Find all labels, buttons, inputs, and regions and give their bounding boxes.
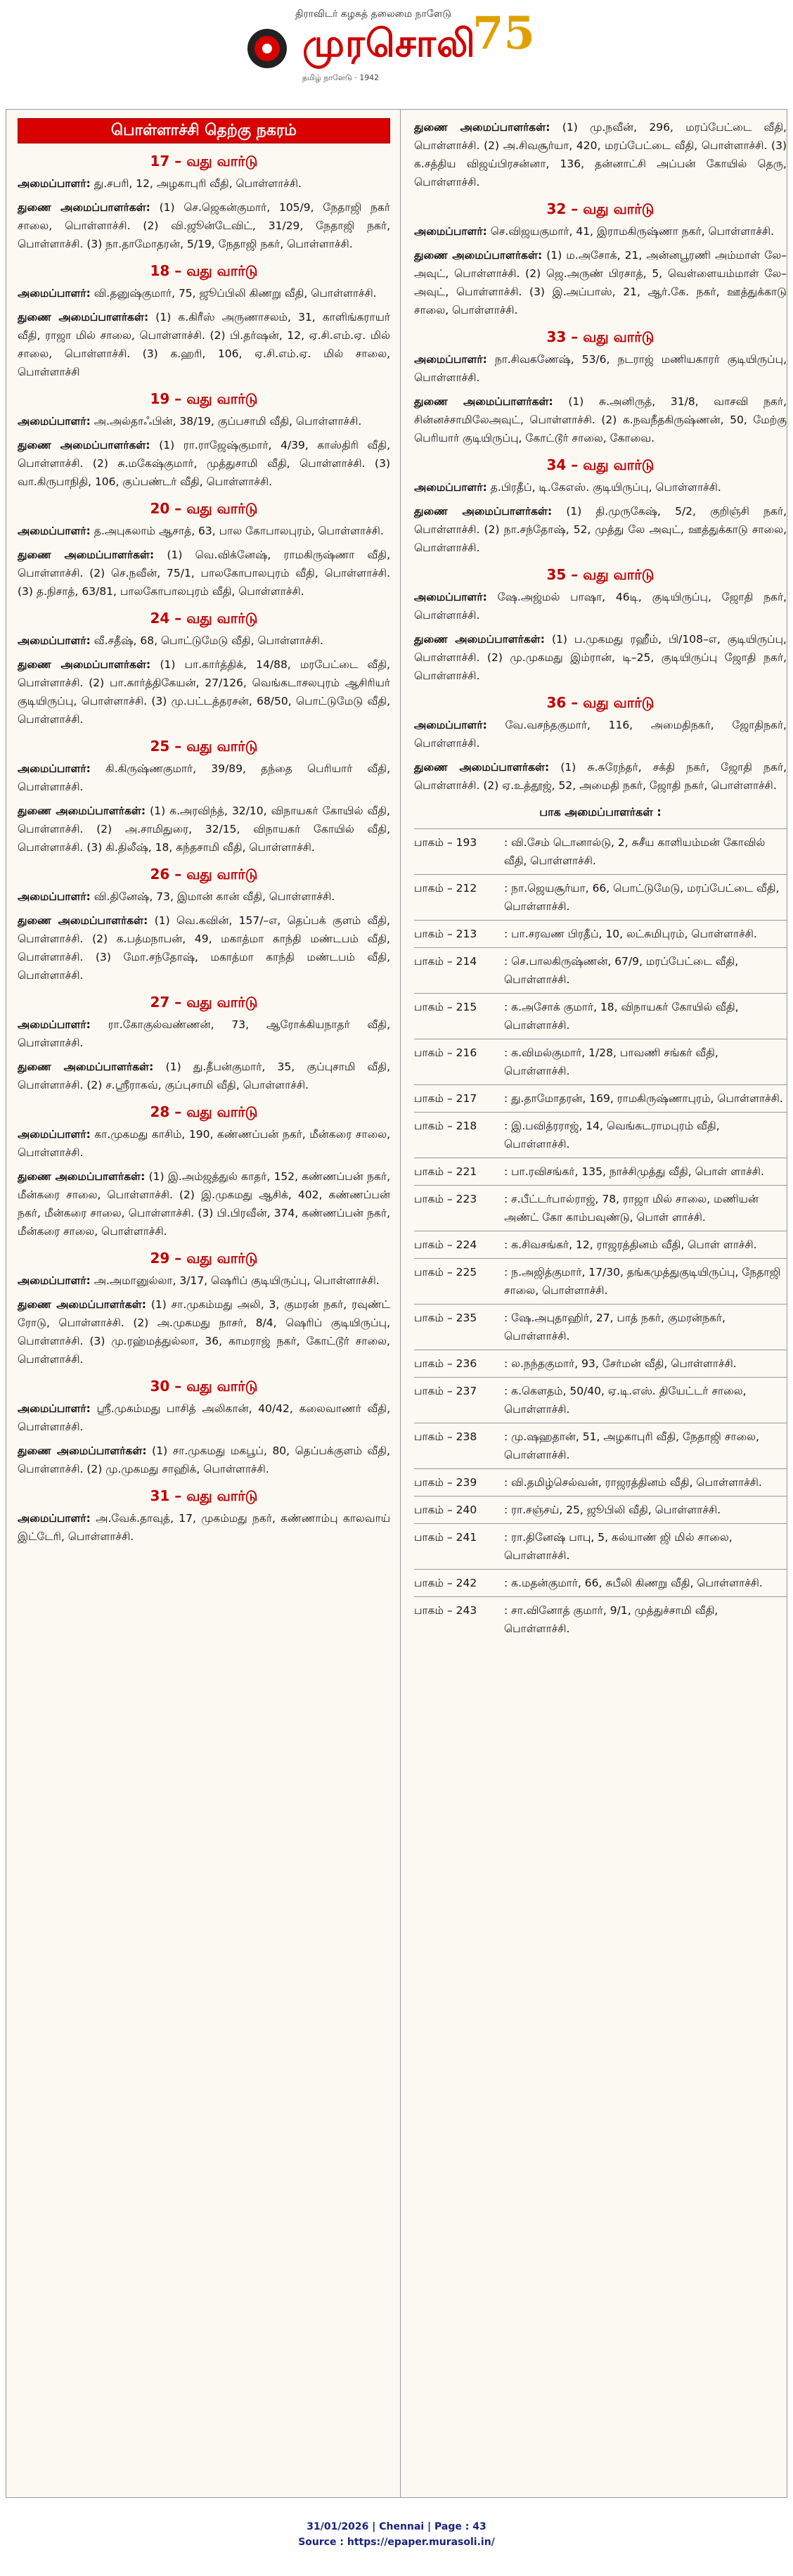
part-organizer: : செ.பாலகிருஷ்ணன், 67/9, மரப்பேட்டை வீதி, பொள்ளாச்சி. [504,955,739,986]
role-label: அமைப்பாளர்: [18,1128,91,1141]
member-details: ஷே.அஜ்மல் பாஷா, 46டி, குடியிருப்பு, ஜோதி நகர், பொள்ளாச்சி. [414,591,787,622]
ward-heading: 31 – வது வார்டு [150,1487,258,1504]
office-bearer-entry [414,350,787,387]
role-label: அமைப்பாளர்: [414,591,487,603]
office-bearer-entry [18,632,390,650]
part-row [414,1258,787,1304]
office-bearer-entry [414,630,787,685]
office-bearer-entry [18,1167,390,1241]
member-details: த.பிரதீப், டி.கேஎஸ். குடியிருப்பு, பொள்ளாச்சி. [486,481,721,494]
role-label: துணை அமைப்பாளர்கள்: [18,201,150,214]
ward-heading: 27 – வது வார்டு [150,994,258,1011]
role-label: அமைப்பாளர்: [414,353,487,366]
role-label: அமைப்பாளர்: [18,634,91,647]
part-number: பாகம் – 212 [414,882,477,895]
masthead [0,0,793,105]
member-details: அ.அல்தாஃபின், 38/19, குப்பசாமி வீதி, பொள்ளாச்சி. [90,415,362,428]
member-details: செ.விஜயகுமார், 41, இராமகிருஷ்ணா நகர், பொள்ளாச்சி. [486,225,775,238]
member-details: கா.முகமது காசிம், 190, கண்ணப்பன் நகர், மீன்கரை சாலை, பொள்ளாச்சி. [18,1128,390,1159]
office-bearer-entry [18,436,390,491]
role-label: அமைப்பாளர்: [18,287,91,300]
left-column [18,118,390,1551]
office-bearer-entry [18,284,390,302]
member-details: ரா.கோகுல்வண்ணன், 73, ஆரோக்கியநாதர் வீதி, பொள்ளாச்சி. [18,1018,390,1049]
office-bearer-entry [18,522,390,540]
part-row [414,1185,787,1231]
office-bearer-entry [414,502,787,557]
part-organizer: : ச.பீட்டர்பால்ராஜ், 78, ராஜா மில் சாலை, மணியன் அண்ட் கோ காம்பவுண்டு, பொள் ளாச்சி. [504,1193,759,1224]
office-bearer-entry [18,546,390,601]
masthead-anniversary: 75 [472,7,536,60]
part-organizer: : இ.பவித்ரராஜ், 14, வெங்கடராமபுரம் வீதி, பொள்ளாச்சி. [504,1120,720,1151]
member-details: வி.தினேஷ், 73, இமான் கான் வீதி, பொள்ளாச்சி. [90,890,335,903]
member-details: (1) செ.ஜெகன்குமார், 105/9, நேதாஜி நகர் சாலை, பொள்ளாச்சி. (2) வி.ஜூன்டேவிட், 31/29, நேதாஜி நகர், பொள்ளாச்சி. (3) நா.தாமோதரன், 5/19, நேதாஜி நகர், பொள்ளாச்சி. [18,201,390,250]
ward-heading: 28 – வது வார்டு [150,1103,258,1120]
member-details: (1) சா.முகம்மது அலி, 3, குமரன் நகர், ரவுண்ட் ரோடு, பொள்ளாச்சி. (2) அ.முகமது நாசர், 8/4, ஷெரிப் குடியிருப்பு, பொள்ளாச்சி. (3) மு.ரஹ்மத்துல்லா, 36, காமராஜ் நகர், கோட்டூர் சாலை, பொள்ளாச்சி. [18,1298,390,1366]
part-row [414,1304,787,1350]
part-organizer: : க.சிவசங்கர், 12, ராஜரத்தினம் வீதி, பொள் ளாச்சி. [504,1238,757,1251]
part-row [414,1468,787,1496]
parts-title: பாக அமைப்பாளர்கள் : [539,805,662,819]
ward-heading: 30 – வது வார்டு [150,1378,258,1395]
section-banner: பொள்ளாச்சி தெற்கு நகரம் [18,118,390,143]
part-row [414,874,787,920]
ward-heading: 19 – வது வார்டு [150,390,258,407]
part-number: பாகம் – 242 [414,1577,477,1589]
office-bearer-entry [18,1015,390,1052]
member-details: (1) வெ.கவின், 157/–எ, தெப்பக் குளம் வீதி, பொள்ளாச்சி. (2) க.பத்மநாபன், 49, மகாத்மா காந்தி மண்டபம் வீதி, பொள்ளாச்சி. (3) மோ.சந்தோஷ், மகாத்மா காந்தி மண்டபம் வீதி, பொள்ளாச்சி. [18,914,390,982]
part-row [414,947,787,993]
part-number: பாகம் – 238 [414,1430,477,1443]
part-row [414,1112,787,1158]
office-bearer-entry [414,246,787,319]
role-label: அமைப்பாளர்: [414,481,487,494]
member-details: வி.தனுஷ்குமார், 75, ஜூப்பிலி கிணறு வீதி, பொள்ளாச்சி. [90,287,377,300]
office-bearer-entry [414,222,787,241]
member-details: நா.சிவகணேஷ், 53/6, நடராஜ் மணியகாரர் குடியிருப்பு, பொள்ளாச்சி. [414,353,787,384]
part-row [414,920,787,947]
member-details: வே.வசந்தகுமார், 116, அமைதிநகர், ஜோதிநகர், பொள்ளாச்சி. [414,719,787,750]
part-row [414,1596,787,1642]
part-row [414,1423,787,1468]
ward-heading: 34 – வது வார்டு [546,456,655,473]
office-bearer-entry [18,1295,390,1369]
part-organizer: : சா.வினோத் குமார், 9/1, முத்துச்சாமி வீதி, பொள்ளாச்சி. [504,1604,718,1635]
role-label: துணை அமைப்பாளர்கள்: [18,1060,154,1073]
office-bearer-entry [18,1399,390,1436]
part-organizer: : து.தாமோதரன், 169, ராமகிருஷ்ணாபுரம், பொள்ளாச்சி. [504,1092,783,1105]
part-organizer: : வி.தமிழ்செல்வன், ராஜரத்தினம் வீதி, பொள்ளாச்சி. [504,1476,762,1489]
office-bearer-entry [18,887,390,906]
member-details: வீ.சதீஷ், 68, பொட்டுமேடு வீதி, பொள்ளாச்சி. [90,634,323,647]
role-label: துணை அமைப்பாளர்கள்: [18,1170,146,1183]
part-number: பாகம் – 241 [414,1531,477,1544]
role-label: அமைப்பாளர்: [18,1274,91,1287]
office-bearer-entry [414,758,787,795]
member-details: (1) து.தீபன்குமார், 35, குப்புசாமி வீதி, பொள்ளாச்சி. (2) ச.ஸ்ரீராகவ், குப்புசாமி வீதி, பொள்ளாச்சி. [18,1060,390,1091]
footer-source-link[interactable]: Source : https://epaper.murasoli.in/ [298,2537,495,2548]
role-label: அமைப்பாளர்: [414,719,487,731]
part-organizer: : ஷே.அபுதாஹிர், 27, பாத் நகர், குமரன்நகர், பொள்ளாச்சி. [504,1312,726,1343]
role-label: துணை அமைப்பாளர்கள்: [18,1298,146,1311]
masthead-subtitle: தமிழ் நாளேடு · 1942 [302,73,380,82]
role-label: துணை அமைப்பாளர்கள்: [414,249,543,262]
part-organizer: : மு.ஷஹதான், 51, அழகாபுரி வீதி, நேதாஜி சாலை, பொள்ளாச்சி. [504,1430,759,1461]
member-details: அ.அமானுல்லா, 3/17, ஷெரிப் குடியிருப்பு, பொள்ளாச்சி. [90,1274,380,1287]
part-organizer: : வி.சேம் டொனால்டு, 2, சுசீய காளியம்மன் கோவில் வீதி, பொள்ளாச்சி. [504,836,766,867]
role-label: துணை அமைப்பாளர்கள்: [18,805,146,817]
part-number: பாகம் – 237 [414,1385,477,1397]
office-bearer-entry [18,412,390,430]
office-bearer-entry [18,655,390,729]
part-organizer: : ரா.தினேஷ் பாபு, 5, கல்யாண் ஜி மில் சாலை, பொள்ளாச்சி. [504,1531,733,1562]
office-bearer-entry [18,760,390,796]
role-label: அமைப்பாளர்: [18,1512,91,1525]
role-label: துணை அமைப்பாளர்கள்: [414,121,550,134]
page-footer [0,2519,793,2550]
part-row [414,1039,787,1084]
part-row [414,1569,787,1596]
member-details: (1) மு.நவீன், 296, மரப்பேட்டை வீதி, பொள்ளாச்சி. (2) அ.சிவசூர்யா, 420, மரப்பேட்டை வீதி, பொள்ளாச்சி. (3) க.சத்திய விஜய்பிரசன்னா, 136, தன்னாட்சி அப்பன் கோயில் தெரு, பொள்ளாச்சி. [414,121,787,188]
part-organizer: : பா.சரவண பிரதீப், 10, லட்சுமிபுரம், பொள்ளாச்சி. [504,928,757,940]
part-organizer: : க.அசோக் குமார், 18, விநாயகர் கோயில் வீதி, பொள்ளாச்சி. [504,1001,739,1032]
member-details: (1) சு.சுரேந்தர், சக்தி நகர், ஜோதி நகர், பொள்ளாச்சி. (2) ஏ.உத்தூஜ், 52, அமைதி நகர், ஜோதி நகர், பொள்ளாச்சி. [414,761,787,792]
ward-heading: 35 – வது வார்டு [546,566,655,583]
office-bearer-entry [414,118,787,191]
part-row [414,1084,787,1112]
ward-heading: 26 – வது வார்டு [150,866,258,883]
ward-heading: 17 – வது வார்டு [150,153,258,169]
member-details: (1) ப.முகமது ரஹீம், பி/108–எ, குடியிருப்பு, பொள்ளாச்சி. (2) மு.முகமது இம்ரான், டி–25, குடியிருப்பு ஜோதி நகர், பொள்ளாச்சி. [414,633,787,682]
role-label: அமைப்பாளர்: [18,415,91,428]
member-details: (1) க.அரவிந்த், 32/10, விநாயகர் கோயில் வீதி, பொள்ளாச்சி. (2) அ.சாமிதுரை, 32/15, விநாயகர் கோயில் வீதி, பொள்ளாச்சி. (3) கி.திலீஷ், 18, கந்தசாமி வீதி, பொள்ளாச்சி. [18,805,390,854]
part-number: பாகம் – 215 [414,1001,477,1013]
office-bearer-entry [18,174,390,193]
part-row [414,1523,787,1569]
part-number: பாகம் – 214 [414,955,477,968]
role-label: துணை அமைப்பாளர்கள்: [414,761,550,774]
member-details: (1) வெ.விக்னேஷ், ராமகிருஷ்ணா வீதி, பொள்ளாச்சி. (2) செ.நவீன், 75/1, பாலகோபாலபுரம் வீதி, பொள்ளாச்சி. (3) த.நிசாத், 63/81, பாலகோபாலபுரம் வீதி, பொள்ளாச்சி. [18,549,390,598]
member-details: (1) இ.அம்ஜத்துல் காதர், 152, கண்ணப்பன் நகர், மீன்கரை சாலை, பொள்ளாச்சி. (2) இ.முகமது ஆசிக், 402, கண்ணப்பன் நகர், மீன்கரை சாலை, பொள்ளாச்சி. (3) பி.பிரவீன், 374, கண்ணப்பன் நகர், மீன்கரை சாலை, பொள்ளாச்சி. [18,1170,390,1238]
part-organizer: : க.விமல்குமார், 1/28, பாவணி சங்கர் வீதி, பொள்ளாச்சி. [504,1046,718,1077]
office-bearer-entry [414,392,787,447]
office-bearer-entry [18,1058,390,1094]
member-details: (1) தி.முருகேஷ், 5/2, குறிஞ்சி நகர், பொள்ளாச்சி. (2) நா.சந்தோஷ், 52, முத்து லே அவுட், ஊத்துக்காடு சாலை, பொள்ளாச்சி. [414,505,787,554]
part-number: பாகம் – 236 [414,1357,477,1370]
member-details: (1) பா.கார்த்திக், 14/88, மரபேட்டை வீதி, பொள்ளாச்சி. (2) பா.கார்த்திகேயன், 27/126, வெங்கடாசலபுரம் ஆசிரியர் குடியிருப்பு, பொள்ளாச்சி. (3) மு.பட்டத்தரசன், 68/50, பொட்டுமேடு வீதி, பொள்ளாச்சி. [18,658,390,726]
member-details: (1) சா.முகமது மகபூப், 80, தெப்பக்குளம் வீதி, பொள்ளாச்சி. (2) மு.முகமது சாஹிக், பொள்ளாச்சி. [18,1444,390,1475]
office-bearer-entry [414,478,787,496]
ward-heading: 18 – வது வார்டு [150,262,258,279]
part-number: பாகம் – 218 [414,1120,477,1132]
role-label: துணை அமைப்பாளர்கள்: [18,1444,147,1457]
part-number: பாகம் – 221 [414,1165,477,1178]
column-divider [400,110,401,2497]
office-bearer-entry [18,198,390,253]
member-details: து.சபரி, 12, அழகாபுரி வீதி, பொள்ளாச்சி. [90,177,302,190]
part-organizer: : க.மதன்குமார், 66, சுபீலி கிணறு வீதி, பொள்ளாச்சி. [504,1577,763,1589]
part-number: பாகம் – 240 [414,1504,477,1516]
role-label: அமைப்பாளர்: [18,177,91,190]
part-number: பாகம் – 239 [414,1476,477,1489]
role-label: அமைப்பாளர்: [18,1402,91,1415]
part-number: பாகம் – 224 [414,1238,477,1251]
office-bearer-entry [18,1125,390,1162]
ward-heading: 20 – வது வார்டு [150,500,258,517]
member-details: த.அபுகலாம் ஆசாத், 63, பால கோபாலபுரம், பொள்ளாச்சி. [90,525,384,537]
part-number: பாகம் – 225 [414,1266,477,1279]
part-row [414,828,787,874]
part-row [414,1158,787,1185]
role-label: துணை அமைப்பாளர்கள்: [18,311,149,323]
part-organizer: : ரா.சஞ்சய், 25, ஜூபிலி வீதி, பொள்ளாச்சி. [504,1504,721,1516]
part-number: பாகம் – 193 [414,836,477,849]
office-bearer-entry [18,1509,390,1546]
office-bearer-entry [18,802,390,857]
role-label: அமைப்பாளர்: [414,225,487,238]
role-label: அமைப்பாளர்: [18,525,91,537]
part-number: பாகம் – 217 [414,1092,477,1105]
member-details: அ.வேக்.தாவுத், 17, முகம்மது நகர், கண்ணாம்பு காலவாய் இட்டேரி, பொள்ளாச்சி. [18,1512,390,1543]
office-bearer-entry [414,716,787,752]
role-label: துணை அமைப்பாளர்கள்: [18,658,151,671]
member-details: (1) க.கிரீஸ் அருணாசலம், 31, காளிங்கராயர் வீதி, ராஜா மில் சாலை, பொள்ளாச்சி. (2) பி.தர்ஷன், 12, ஏ.சி.எம்.ஏ. மில் சாலை, பொள்ளாச்சி. (3) க.ஹரி, 106, ஏ.சி.எம்.ஏ. மில் சாலை, பொள்ளாச்சி [18,311,390,378]
part-number: பாகம் – 216 [414,1046,477,1059]
ward-heading: 25 – வது வார்டு [150,738,258,755]
part-organizer: : பா.ரவிசங்கர், 135, நாச்சிமுத்து வீதி, பொள் ளாச்சி. [504,1165,764,1178]
role-label: துணை அமைப்பாளர்கள்: [18,439,150,451]
part-number: பாகம் – 243 [414,1604,477,1617]
office-bearer-entry [18,308,390,381]
ward-heading: 33 – வது வார்டு [546,328,655,345]
ward-heading: 24 – வது வார்டு [150,610,258,627]
ward-heading: 36 – வது வார்டு [546,694,655,711]
role-label: அமைப்பாளர்: [18,1018,91,1031]
part-organizer: : ந.அஜித்குமார், 17/30, தங்கமுத்துகுடியிருப்பு, நேதாஜி சாலை, பொள்ளாச்சி. [504,1266,781,1297]
part-number: பாகம் – 235 [414,1312,477,1324]
member-details: ஸ்ரீ.முகம்மது பாசித் அலிகான், 40/42, கலைவாணர் வீதி, பொள்ளாச்சி. [18,1402,390,1433]
office-bearer-entry [18,1271,390,1290]
member-details: (1) சு.அனிருத், 31/8, வாசவி நகர், சின்னச்சாமிலேஅவுட், பொள்ளாச்சி. (2) க.நவநீதகிருஷ்ணன், 50, மேற்கு பெரியார் குடியிருப்பு, கோட்டூர் சாலை, கோவை. [414,395,787,444]
part-organizer: : ல.நந்தகுமார், 93, சேர்மன் வீதி, பொள்ளாச்சி. [504,1357,737,1370]
article-sheet [6,109,787,2498]
member-details: கி.கிருஷ்ணகுமார், 39/89, தந்தை பெரியார் வீதி, பொள்ளாச்சி. [18,762,390,793]
member-details: (1) ம.அசோக், 21, அன்னபூரணி அம்மாள் லே–அவுட், பொள்ளாச்சி. (2) ஜெ.அருண் பிரசாத், 5, வெள்ளையம்மாள் லே–அவுட், பொள்ளாச்சி. (3) இ.அப்பாஸ், 21, ஆர்.கே. நகர், ஊத்துக்காடு சாலை, பொள்ளாச்சி. [414,249,787,316]
ward-heading: 29 – வது வார்டு [150,1250,258,1267]
role-label: துணை அமைப்பாளர்கள்: [414,633,545,646]
role-label: அமைப்பாளர்: [18,890,91,903]
part-organizer: : நா.ஜெயசூர்யா, 66, பொட்டுமேடு, மரப்பேட்டை வீதி, பொள்ளாச்சி. [504,882,780,913]
part-row [414,1377,787,1423]
role-label: துணை அமைப்பாளர்கள்: [414,395,553,408]
office-bearer-entry [18,1442,390,1478]
ward-heading: 32 – வது வார்டு [546,200,655,217]
part-number: பாகம் – 223 [414,1193,477,1205]
role-label: துணை அமைப்பாளர்கள்: [18,549,155,561]
part-organizer: : க.கௌதம், 50/40, ஏ.டி.எஸ். தியேட்டர் சாலை, பொள்ளாச்சி. [504,1385,747,1416]
role-label: அமைப்பாளர்: [18,762,91,775]
office-bearer-entry [414,588,787,624]
part-row [414,1350,787,1377]
part-row [414,1231,787,1258]
masthead-tagline: திராவிடர் கழகத் தலைமை நாளேடு [295,8,451,20]
office-bearer-entry [18,911,390,985]
role-label: துணை அமைப்பாளர்கள்: [18,914,148,927]
part-row [414,1496,787,1523]
role-label: துணை அமைப்பாளர்கள்: [414,505,553,518]
member-details: (1) ரா.ராஜேஷ்குமார், 4/39, காஸ்திரி வீதி, பொள்ளாச்சி. (2) சு.மகேஷ்குமார், முத்துசாமி வீதி, பொள்ளாச்சி. (3) வா.கிருபாநிதி, 106, குப்பண்டர் வீதி, பொள்ளாச்சி. [18,439,390,488]
part-number: பாகம் – 213 [414,928,477,940]
masthead-title: முரசொலி [302,21,476,65]
footer-date-line: 31/01/2026 | Chennai | Page : 43 [307,2521,486,2532]
right-column [414,118,787,1642]
part-row [414,993,787,1039]
